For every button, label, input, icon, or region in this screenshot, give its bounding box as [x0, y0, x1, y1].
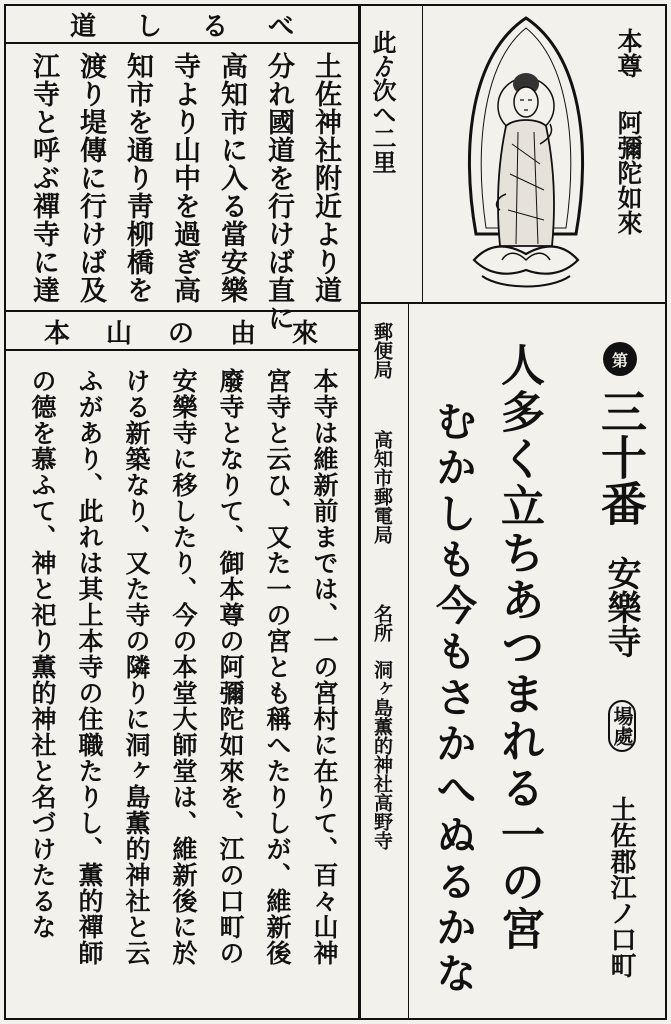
amida-buddha-image	[452, 14, 600, 296]
route-header-text: 道しるべ	[69, 11, 334, 42]
post-office-label: 郵便局	[371, 322, 393, 379]
temple-name: 安樂寺	[601, 556, 641, 658]
route-line-3: 高知市に入る當安樂	[216, 52, 247, 304]
origin-line-1: 本寺は維新前までは、一の宮村に在りて、百々山神	[310, 368, 339, 966]
route-line-6: 渡り堤傳に行けば及	[75, 52, 106, 304]
temple-number: 三十番	[594, 388, 648, 526]
place-label: 場處	[608, 700, 636, 752]
place-address: 土佐郡江ノ口町	[606, 796, 636, 978]
origin-line-2: 宮寺と云ひ、又た一の宮とも稱へたりしが、維新後	[263, 368, 292, 966]
honzon-label: 本尊	[614, 28, 643, 78]
badge-text: 第	[611, 350, 628, 370]
right-horizontal-divider	[360, 302, 667, 304]
origin-line-5: ける新築なり、又た寺の隣りに洞ヶ島薫的神社と云	[122, 368, 151, 966]
route-line-5: 知市を通り靑柳橋を	[122, 52, 153, 304]
route-line-1: 土佐神社附近より道	[310, 52, 341, 304]
post-office-value: 高知市郵電局	[371, 430, 393, 544]
origin-line-7: の德を慕ふて、神と祀り薫的神社と名づけたるな	[28, 368, 57, 940]
route-line-7: 江寺と呼ぶ禪寺に達	[28, 52, 59, 304]
next-distance: 此ゟ次へ二里	[368, 30, 397, 174]
poem-line-2: むかしも今もさかへぬるかな	[429, 400, 477, 998]
poem-line-1: 人多く立ちあつまれる一の宮	[493, 342, 544, 953]
famous-place-value: 洞ヶ島薫的神社高野寺	[371, 660, 393, 850]
origin-line-4: 安樂寺に移したり、今の本堂大師堂は、維新後に於	[169, 368, 198, 966]
temple-number-badge	[603, 342, 637, 376]
honzon-name: 阿彌陀如來	[614, 110, 643, 235]
route-header	[6, 6, 358, 44]
origin-line-3: 廢寺となりて、御本尊の阿彌陀如來を、江の口町の	[216, 368, 245, 966]
next-column-divider	[422, 4, 423, 302]
origin-header-text: 本山の由來	[43, 318, 354, 349]
route-line-2: 分れ國道を行けば直に	[263, 52, 294, 332]
origin-line-6: ふがあり、此れは其上本寺の住職たりし、薫的禪師	[75, 368, 104, 966]
origin-header	[6, 313, 358, 351]
vertical-divider	[358, 4, 361, 1020]
famous-place-label: 名所	[371, 604, 393, 642]
route-line-4: 寺より山中を過ぎ高	[169, 52, 200, 304]
postal-column-divider	[408, 304, 409, 1020]
